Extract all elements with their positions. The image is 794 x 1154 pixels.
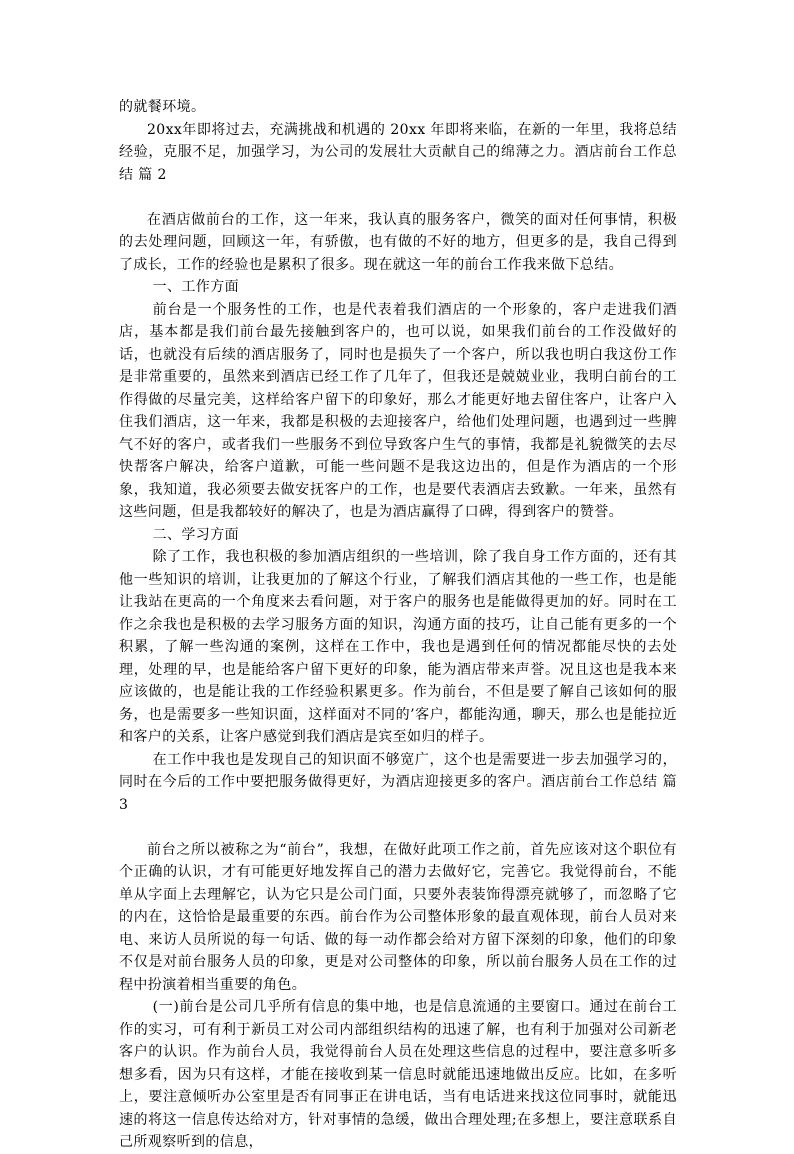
blank-line bbox=[119, 816, 677, 839]
section-heading-study: 二、学习方面 bbox=[152, 526, 239, 543]
document-body bbox=[119, 96, 677, 1154]
paragraph-7: 前台之所以被称之为“前台”，我想，在做好此项工作之前，首先应该对这个职位有个正确的认识，才有可能更好地发挥自己的潜力去做好它，完善它。我觉得前台，不能单从字面上去理解它，认为它只是公司门面，只要外表装饰得漂亮就够了，而忽略了它的内在，这恰恰是最重要的东西。前台作为公司整体形象的最直观体现，前台人员对来电、来访人员所说的每一句话、做的每一动作都会给对方留下深刻的印象，他们的印象不仅是对前台服务人员的印象，更是对公司整体的印象，所以前台服务人员在工作的过程中扮演着相当重要的角色。 bbox=[119, 841, 677, 993]
paragraph-8: (一)前台是公司几乎所有信息的集中地，也是信息流通的主要窗口。通过在前台工作的实习，可有利于新员工对公司内部组织结构的迅速了解，也有利于加强对公司新老客户的认识。作为前台人员，我觉得前台人员在处理这些信息的过程中，要注意多听多想多看，因为只有这样，才能在接收到某一信息时就能迅速地做出反应。比如，在多听上，要注意倾听办公室里是否有同事正在讲电话，当有电话进来找这位同事时，就能迅速的将这一信息传达给对方，针对事情的急缓，做出合理处理;在多想上，要注意联系自己所观察听到的信息， bbox=[119, 999, 677, 1150]
paragraph-4: 前台是一个服务性的工作，也是代表着我们酒店的一个形象的，客户走进我们酒店，基本都是我们前台最先接触到客户的，也可以说，如果我们前台的工作没做好的话，也就没有后续的酒店服务了，同时也是损失了一个客户，所以我也明白我这份工作是非常重要的，虽然来到酒店已经工作了几年了，但我还是兢兢业业，我明白前台的工作得做的尽量完美，这样给客户留下的印象好，那么才能更好地去留住客户，让客户入住我们酒店，这一年来，我都是积极的去迎接客户，给他们处理问题，也遇到过一些脾气不好的客户，或者我们一些服务不到位导致客户生气的事情，我都是礼貌微笑的去尽快帮客户解决，给客户道歉，可能一些问题不是我这边出的，但是作为酒店的一个形象，我知道，我必须要去做安抚客户的工作，也是要代表酒店去致歉。一年来，虽然有这些问题，但是我都较好的解决了，也是为酒店赢得了口碑，得到客户的赞誉。 bbox=[119, 301, 677, 520]
section-heading-work: 一、工作方面 bbox=[152, 279, 239, 295]
paragraph-3: 在酒店做前台的工作，这一年来，我认真的服务客户，微笑的面对任何事情，积极的去处理问题，回顾这一年，有骄傲，也有做的不好的地方，但更多的是，我自己得到了成长，工作的经验也是累积了很多。现在就这一年的前台工作我来做下总结。 bbox=[119, 211, 677, 273]
paragraph-6: 在工作中我也是发现自己的知识面不够宽广，这个也是需要进一步去加强学习的，同时在今后的工作中要把服务做得更好，为酒店迎接更多的客户。酒店前台工作总结 篇 3 bbox=[119, 751, 677, 813]
paragraph-2: 20xx年即将过去，充满挑战和机遇的 20xx 年即将来临，在新的一年里，我将总结经验，克服不足，加强学习，为公司的发展壮大贡献自己的绵薄之力。酒店前台工作总结 篇 2 bbox=[119, 121, 677, 183]
paragraph-5: 除了工作，我也积极的参加酒店组织的一些培训，除了我自身工作方面的，还有其他一些知识的培训，让我更加的了解这个行业，了解我们酒店其他的一些工作，也是能让我站在更高的一个角度来去看问题，对于客户的服务也是能做得更加的好。同时在工作之余我也是积极的去学习服务方面的知识，沟通方面的技巧，让自己能有更多的一个积累，了解一些沟通的案例，这样在工作中，我也是遇到任何的情况都能尽快的去处理，处理的早，也是能给客户留下更好的印象，能为酒店带来声誉。况且这也是我本来应该做的，也是能让我的工作经验积累更多。作为前台，不但是要了解自己该如何的服务，也是需要多一些知识面，这样面对不同的’客户，都能沟通，聊天，那么也是能拉近和客户的关系，让客户感觉到我们酒店是宾至如归的样子。 bbox=[119, 549, 677, 745]
blank-line bbox=[119, 186, 677, 209]
paragraph-1: 的就餐环境。 bbox=[119, 99, 206, 115]
